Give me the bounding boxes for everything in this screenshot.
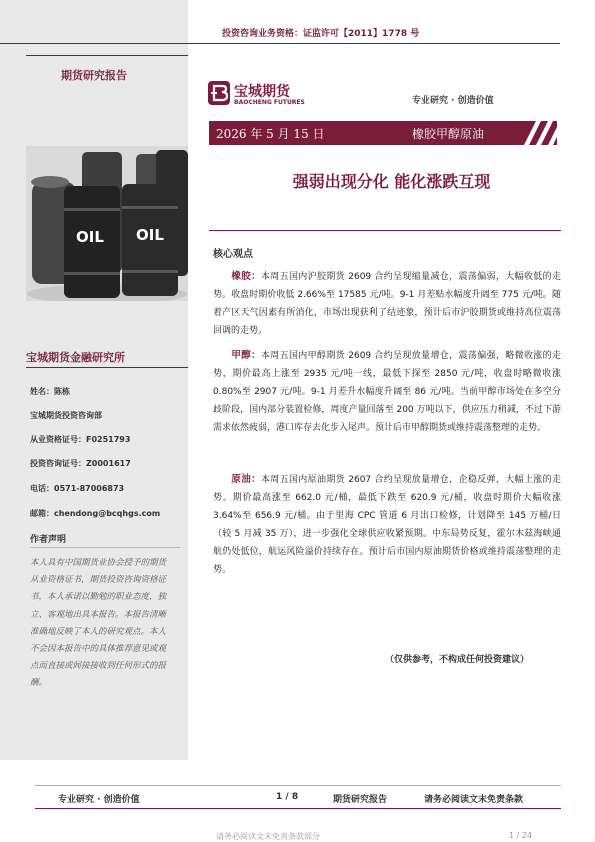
report-products: 橡胶甲醇原油 bbox=[412, 127, 485, 141]
footer-sub-notice: 请务必阅读文末免责条款部分 bbox=[216, 832, 320, 841]
report-date: 2026 年 5 月 15 日 bbox=[216, 127, 325, 141]
institute-name: 宝城期货金融研究所 bbox=[26, 351, 125, 364]
title-divider bbox=[209, 230, 561, 231]
paragraph-label: 原油： bbox=[231, 474, 261, 485]
footer-divider bbox=[35, 808, 561, 809]
logo-name-en: BAOCHENG FUTURES bbox=[234, 99, 305, 106]
sidebar-divider bbox=[26, 55, 188, 56]
author-phone: 电话：0571-87006873 bbox=[30, 484, 125, 493]
total-page-number: 1 / 24 bbox=[509, 831, 533, 840]
barrel-label: OIL bbox=[76, 228, 104, 246]
license-text: 投资咨询业务资格：证监许可【2011】1778 号 bbox=[222, 29, 420, 39]
logo-name-cn: 宝城期货 bbox=[234, 84, 290, 100]
core-view-heading: 核心观点 bbox=[213, 249, 253, 260]
rubber-paragraph bbox=[213, 268, 561, 340]
date-banner bbox=[209, 121, 557, 145]
paragraph-text: 本周五国内原油期货 2607 合约呈现放量增仓，企稳反弹，大幅上涨的走势。期价最高涨至 662.0 元/桶，最低下跌至 620.9 元/桶，收盘时期价大幅收涨 3.64%至 656.9 元/桶。由于里海 CPC 管道 6 月出口检修，计划降至 145 万桶/日（较 5 月减 35 万），进一步强化全球供应收紧预期。中东局势反复，霍尔木兹海峡通航仍处低位，航运风险溢价持续存在。预计后市国内原油期货价格或维持震荡整理的走势。 bbox=[213, 475, 561, 575]
author-name: 姓名：陈栋 bbox=[30, 387, 70, 396]
author-consulting-license: 投资咨询证号：Z0001617 bbox=[30, 459, 131, 468]
institute-divider bbox=[26, 367, 188, 368]
author-qualification: 从业资格证号：F0251793 bbox=[30, 435, 131, 444]
author-department: 宝城期货投资咨询部 bbox=[30, 411, 102, 420]
paragraph-text: 本周五国内沪胶期货 2609 合约呈现缩量减仓，震荡偏弱，大幅收低的走势。收盘时期价收低 2.66%至 17585 元/吨。9-1 月差贴水幅度升阔至 775 元/吨。随着产区天气因素有所消化，市场出现获利了结迹象，预计后市沪胶期货或维持高位震荡回调的走势。 bbox=[213, 272, 561, 336]
paragraph-label: 甲醇： bbox=[231, 350, 261, 361]
logo-mark bbox=[208, 81, 230, 105]
author-disclaimer: 本人具有中国期货业协会授予的期货从业资格证书，期货投资咨询资格证书，本人承诺以勤勉的职业态度，独立、客观地出具本报告。本报告清晰准确地反映了本人的研究观点。本人不会因本报告中的具体推荐意见或观点而直接或间接接收到任何形式的报酬。 bbox=[30, 558, 167, 689]
footer-report-type: 期货研究报告 bbox=[333, 795, 388, 805]
oil-barrels-image bbox=[26, 146, 188, 301]
methanol-paragraph bbox=[213, 347, 561, 437]
disclaimer-divider bbox=[30, 547, 180, 548]
footer-slogan: 专业研究 · 创造价值 bbox=[58, 795, 140, 805]
header-divider bbox=[0, 43, 560, 44]
footer-disclaimer-notice: 请务必阅读文末免责条款 bbox=[424, 795, 524, 805]
header-slogan: 专业研究 · 创造价值 bbox=[412, 96, 494, 106]
author-email[interactable]: 邮箱：chendong@bcqhgs.com bbox=[30, 509, 161, 518]
disclaimer-title: 作者声明 bbox=[30, 535, 67, 545]
footer-divider bbox=[35, 785, 561, 786]
paragraph-text: 本周五国内甲醇期货 2609 合约呈现放量增仓，震荡偏强，略微收涨的走势，期价最高上涨至 2935 元/吨一线，最低下探至 2850 元/吨，收盘时略微收涨 0.80%至 2907 元/吨。9-1 月差升水幅度升阔至 86 元/吨。当前甲醇市场处在多空分歧阶段，国内部分装置检修，周度产量回落至 200 万吨以下，供应压力稍减，不过下游需求依然疲弱，港口库存去化步入尾声。预计后市甲醇期货或维持震荡整理的走势。 bbox=[213, 351, 561, 433]
page-number: 1 / 8 bbox=[276, 792, 299, 802]
paragraph-label: 橡胶： bbox=[231, 271, 261, 282]
report-title: 强弱出现分化 能化涨跌互现 bbox=[292, 172, 491, 191]
barrel-label: OIL bbox=[136, 226, 164, 244]
reference-note: （仅供参考，不构成任何投资建议） bbox=[385, 655, 530, 665]
crude-oil-paragraph bbox=[213, 471, 561, 579]
report-type-label: 期货研究报告 bbox=[61, 69, 127, 82]
